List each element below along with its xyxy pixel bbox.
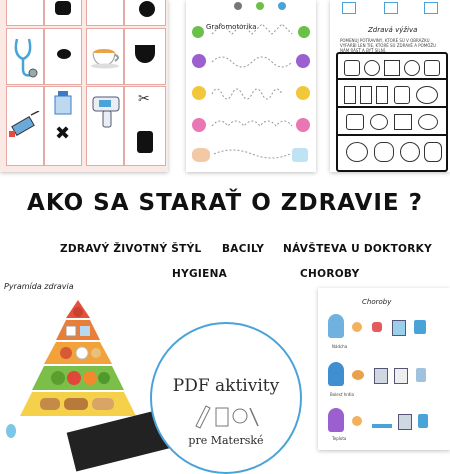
germ-icon	[234, 2, 242, 10]
tea-cup-icon	[91, 43, 121, 69]
bandage-silhouette-icon	[137, 131, 153, 153]
food-item	[394, 114, 412, 130]
child-avatar	[328, 408, 344, 432]
zdrava-vyziva-title: Zdravá výživa	[368, 26, 418, 34]
thermometer-icon	[372, 424, 392, 428]
topic-diseases: CHOROBY	[300, 268, 360, 280]
food-item	[416, 86, 438, 104]
cross-mark-icon: ✖	[55, 123, 71, 144]
silhouette-icon	[139, 1, 155, 17]
food-item	[394, 86, 410, 104]
match-cell	[6, 86, 44, 166]
cup-silhouette-icon	[135, 45, 155, 63]
germ-icon	[192, 26, 204, 38]
header-icon	[424, 2, 438, 14]
medicine-icon	[372, 322, 382, 332]
match-cell	[124, 0, 166, 26]
food-item	[364, 60, 380, 76]
match-cell	[6, 28, 44, 85]
silhouette-icon	[55, 1, 71, 15]
food-item	[370, 114, 388, 130]
choroby-worksheet	[318, 288, 450, 450]
main-title: AKO SA STARAŤ O ZDRAVIE ?	[27, 190, 423, 216]
medicine-icon	[416, 368, 426, 382]
zdrava-vyziva-worksheet	[330, 0, 450, 172]
match-cell	[86, 0, 124, 26]
tools-doodle-icon	[192, 402, 262, 430]
syringe-icon	[9, 111, 41, 141]
shelf	[336, 52, 448, 172]
medicine-icon	[352, 322, 362, 332]
germ-icon	[296, 86, 310, 100]
medicine-icon	[418, 414, 428, 428]
scissors-icon: ✂	[138, 91, 150, 107]
medicine-icon	[394, 368, 408, 384]
match-cell	[44, 86, 82, 166]
shadow-matching-worksheet	[0, 0, 168, 172]
food-item	[344, 86, 356, 104]
match-cell	[44, 0, 82, 26]
medicine-icon	[374, 368, 388, 384]
badge-subtitle: pre Materské	[188, 434, 264, 447]
match-cell	[44, 28, 82, 85]
medicine-icon	[398, 414, 412, 430]
match-cell	[124, 86, 166, 166]
medicine-icon	[414, 320, 426, 334]
header-icon	[342, 2, 356, 14]
germ-icon	[296, 54, 310, 68]
food-item	[374, 142, 394, 162]
soap-icon	[292, 148, 308, 162]
topic-doctor-visit: NÁVŠTEVA U DOKTORKY	[283, 243, 432, 255]
choroby-title: Choroby	[362, 298, 392, 306]
food-item	[424, 60, 440, 76]
food-item	[344, 60, 360, 76]
pyramid-worksheet	[0, 282, 160, 450]
food-item	[424, 142, 442, 162]
food-item	[376, 86, 388, 104]
food-item	[346, 114, 364, 130]
germ-icon	[298, 26, 310, 38]
food-item	[400, 142, 420, 162]
germ-icon	[192, 54, 206, 68]
match-cell	[124, 28, 166, 85]
medicine-icon	[352, 370, 364, 380]
food-item	[384, 60, 400, 76]
badge-title: PDF aktivity	[172, 376, 280, 396]
medicine-icon	[392, 320, 406, 336]
topic-bacteria: BACILY	[222, 243, 265, 255]
food-item	[404, 60, 420, 76]
child-avatar	[328, 314, 344, 338]
food-pyramid	[6, 300, 150, 426]
germ-icon	[278, 2, 286, 10]
pyramid-title: Pyramída zdravia	[4, 282, 74, 291]
topic-hygiene: HYGIENA	[172, 268, 228, 280]
food-item	[360, 86, 372, 104]
grafomotorika-worksheet	[186, 0, 316, 172]
germ-icon	[192, 118, 206, 132]
thermometer-gun-icon	[91, 95, 121, 129]
water-drop-icon	[6, 424, 16, 438]
topic-healthy-lifestyle: ZDRAVÝ ŽIVOTNÝ ŠTÝL	[60, 243, 202, 255]
grafomotorika-title: Grafomotorika	[206, 23, 257, 31]
header-icon	[384, 2, 398, 14]
stethoscope-icon	[9, 35, 41, 79]
virus-silhouette-icon	[57, 49, 71, 59]
pdf-activities-badge	[150, 322, 302, 474]
disease-label: Nádcha	[332, 344, 348, 349]
disease-label: Bolesť hrdla	[330, 392, 354, 397]
child-avatar	[328, 362, 344, 386]
match-cell	[6, 0, 44, 26]
medicine-bottle-icon	[53, 91, 73, 115]
medicine-icon	[352, 416, 362, 426]
disease-label: Teplota	[332, 436, 347, 441]
match-cell	[86, 86, 124, 166]
match-cell	[86, 28, 124, 85]
zdrava-vyziva-instructions: POMENUJ POTRAVINY, KTORÉ SÚ V OBRÁZKU. VYFARBI LEN TIE, KTORÉ SÚ ZDRAVÉ A POMÔŽU NÁM RÁSŤ A BYŤ SILNÍ.	[340, 38, 437, 53]
hands-icon	[192, 148, 210, 162]
food-item	[418, 114, 438, 130]
germ-icon	[296, 118, 310, 132]
food-item	[346, 142, 368, 162]
germ-icon	[192, 86, 206, 100]
germ-icon	[256, 2, 264, 10]
